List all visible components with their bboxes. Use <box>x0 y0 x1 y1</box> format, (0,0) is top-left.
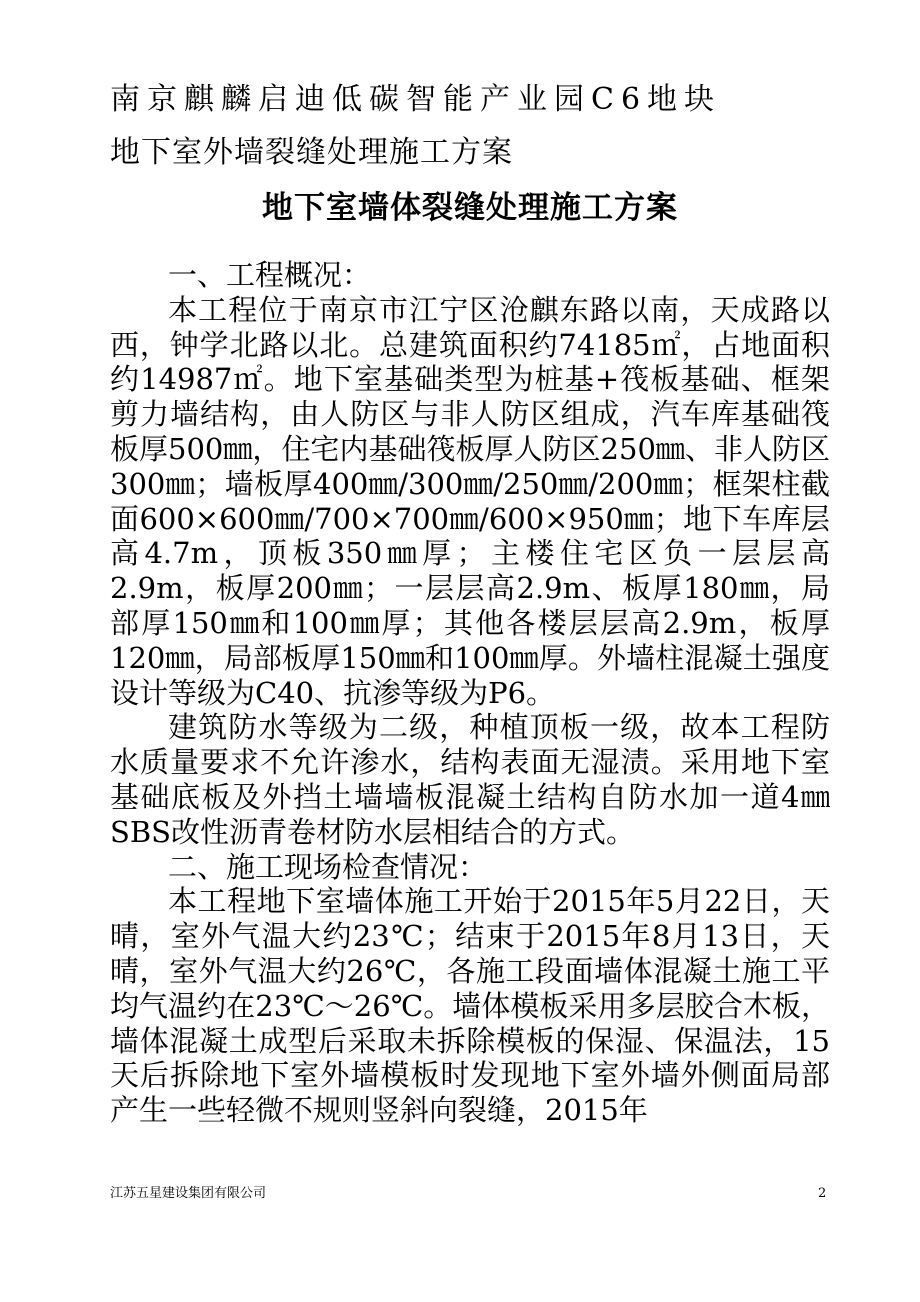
footer-company-name: 江苏五星建设集团有限公司 <box>110 1186 267 1201</box>
footer-page-number: 2 <box>818 1186 827 1201</box>
document-body <box>110 258 830 1128</box>
paragraph-site-inspection: 本工程地下室墙体施工开始于2015年5月22日，天晴，室外气温大约23℃；结束于2015年8月13日，天晴，室外气温大约26℃，各施工段面墙体混凝土施工平均气温约在23℃～26℃。墙体模板采用多层胶合木板，墙体混凝土成型后采取未拆除模板的保湿、保温法，15天后拆除地下室外墙模板时发现地下室外墙外侧面局部产生一些轻微不规则竖斜向裂缝，2015年 <box>110 884 830 1128</box>
paragraph-project-overview: 本工程位于南京市江宁区沧麒东路以南，天成路以西，钟学北路以北。总建筑面积约74185㎡，占地面积约14987㎡。地下室基础类型为桩基+筏板基础、框架剪力墙结构，由人防区与非人防区组成，汽车库基础筏板厚500㎜，住宅内基础筏板厚人防区250㎜、非人防区300㎜；墙板厚400㎜/300㎜/250㎜/200㎜；框架柱截面600×600㎜/700×700㎜/600×950㎜；地下车库层高4.7m，顶板350㎜厚；主楼住宅区负一层层高2.9m，板厚200㎜；一层层高2.9m、板厚180㎜，局部厚150㎜和100㎜厚；其他各楼层层高2.9m，板厚120㎜，局部板厚150㎜和100㎜厚。外墙柱混凝土强度设计等级为C40、抗渗等级为P6。 <box>110 292 830 710</box>
section-heading-site-inspection: 二、施工现场检查情况： <box>168 849 488 884</box>
document-title-line-1: 南京麒麟启迪低碳智能产业园C6地块 <box>110 82 722 117</box>
paragraph-waterproofing: 建筑防水等级为二级，种植顶板一级，故本工程防水质量要求不允许渗水，结构表面无湿渍。采用地下室基础底板及外挡土墙墙板混凝土结构自防水加一道4㎜SBS改性沥青卷材防水层相结合的方式。 <box>110 710 830 849</box>
section-heading-overview: 一、工程概况： <box>168 258 372 292</box>
document-title-line-2: 地下室外墙裂缝处理施工方案 <box>110 135 513 170</box>
main-heading: 地下室墙体裂缝处理施工方案 <box>262 190 678 226</box>
